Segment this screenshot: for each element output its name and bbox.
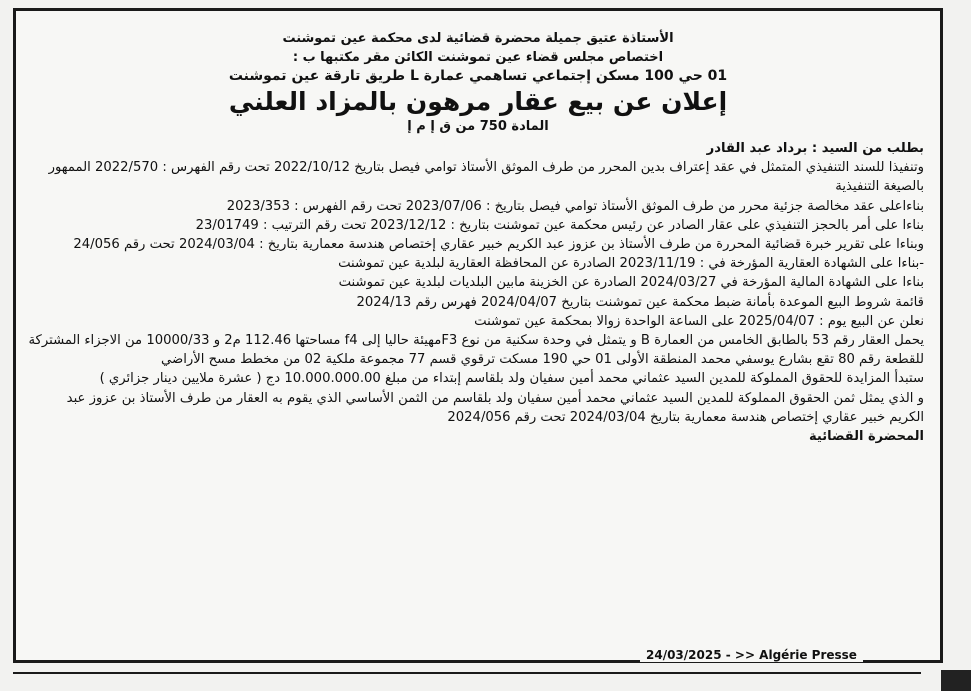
corner-mark xyxy=(941,670,971,691)
paragraph-starting-price: ستبدأ المزايدة للحقوق المملوكة للمدين السيد عثماني محمد أمين سفيان ولد بلقاسم إبتداء من مبلغ 10.000.000.00 دج ( عشرة ملايين دينار جزائري ) xyxy=(99,371,924,387)
paragraph-enforcement-title: وتنفيذا للسند التنفيذي المتمثل في عقد إعتراف بدين المحرر من طرف الموثق الأستاذ توامي فيصل بتاريخ 2022/10/12 تحت رقم الفهرس : 2022/570 الممهور بالصيغة التنفيذية xyxy=(48,160,924,195)
signature: المحضرة القضائية xyxy=(809,429,924,445)
paragraph-property-certificate: -بناءا على الشهادة العقارية المؤرخة في : 2023/11/19 الصادرة عن المحافظة العقارية لبلدية عين تموشنت xyxy=(338,256,924,272)
paragraph-seizure-order: بناءا على أمر بالحجز التنفيذي على عقار الصادر عن رئيس محكمة عين تموشنت بتاريخ : 2023/12/12 تحت رقم الترتيب : 23/01749 xyxy=(195,217,924,233)
paragraph-financial-certificate: بناءا على الشهادة المالية المؤرخة في 2024/03/27 الصادرة عن الخزينة مابين البلديات لبلدية عين تموشنت xyxy=(338,275,924,291)
announcement-frame xyxy=(13,8,943,663)
legal-article: المادة 750 من ق إ م إ xyxy=(407,119,549,134)
paragraph-partial-settlement: بناءاعلى عقد مخالصة جزئية محرر من طرف الموثق الأستاذ توامي فيصل بتاريخ : 2023/07/06 تحت رقم الفهرس : 2023/353 xyxy=(226,198,924,214)
bailiff-name: الأستاذة عتيق جميلة محضرة قضائية لدى محكمة عين تموشنت xyxy=(282,31,674,46)
paragraph-sale-conditions: قائمة شروط البيع الموعدة بأمانة ضبط محكمة عين تموشنت بتاريخ 2024/04/07 فهرس رقم 2024/13 xyxy=(356,294,924,310)
announcement-title: إعلان عن بيع عقار مرهون بالمزاد العلني xyxy=(228,87,728,116)
paragraph-expert-report: وبناءا على تقرير خبرة قضائية المحررة من طرف الأستاذ بن عزوز عبد الكريم خبير عقاري إختصاص هندسة معمارية بتاريخ : 2024/03/04 تحت رقم 24/056 xyxy=(73,237,924,253)
bailiff-jurisdiction: اختصاص مجلس قضاء عين تموشنت الكائن مقر مكتبها ب : xyxy=(292,50,664,65)
paragraph-valuation: و الذي يمثل ثمن الحقوق المملوكة للمدين السيد عثماني محمد أمين سفيان ولد بلقاسم من الثمن الأساسي الذي يقوم به العقار من طرف الأستاذ بن عزوز عبد الكريم خبير عقاري إختصاص هندسة معمارية بتاريخ 2024/03/04 تحت رقم 2024/056 xyxy=(66,390,924,425)
announcement-body xyxy=(28,29,928,642)
bailiff-address: 01 حي 100 مسكن إجتماعي تساهمي عمارة L طريق تارقة عين تموشنت xyxy=(228,68,728,84)
requester-line: بطلب من السيد : برداد عبد القادر xyxy=(706,141,924,156)
bottom-rule xyxy=(13,672,921,674)
paragraph-property-description: يحمل العقار رقم 53 بالطابق الخامس من العمارة B و يتمثل في وحدة سكنية من نوع F3مهيئة حاليا إلى f4 مساحتها 112.46 م2 و 10000/33 من الاجزاء المشتركة للقطعة رقم 80 تقع بشارع يوسفي محمد المنطقة الأولى 01 حي 190 مسكت ترقوي قسم 77 مجموعة ملكية 02 من مخطط مسح الأراضي xyxy=(28,333,924,368)
paragraph-sale-date: نعلن عن البيع يوم : 2025/04/07 على الساعة الواحدة زوالا بمحكمة عين تموشنت xyxy=(474,313,924,329)
footer-source: 24/03/2025 - >> Algérie Presse xyxy=(640,648,863,662)
